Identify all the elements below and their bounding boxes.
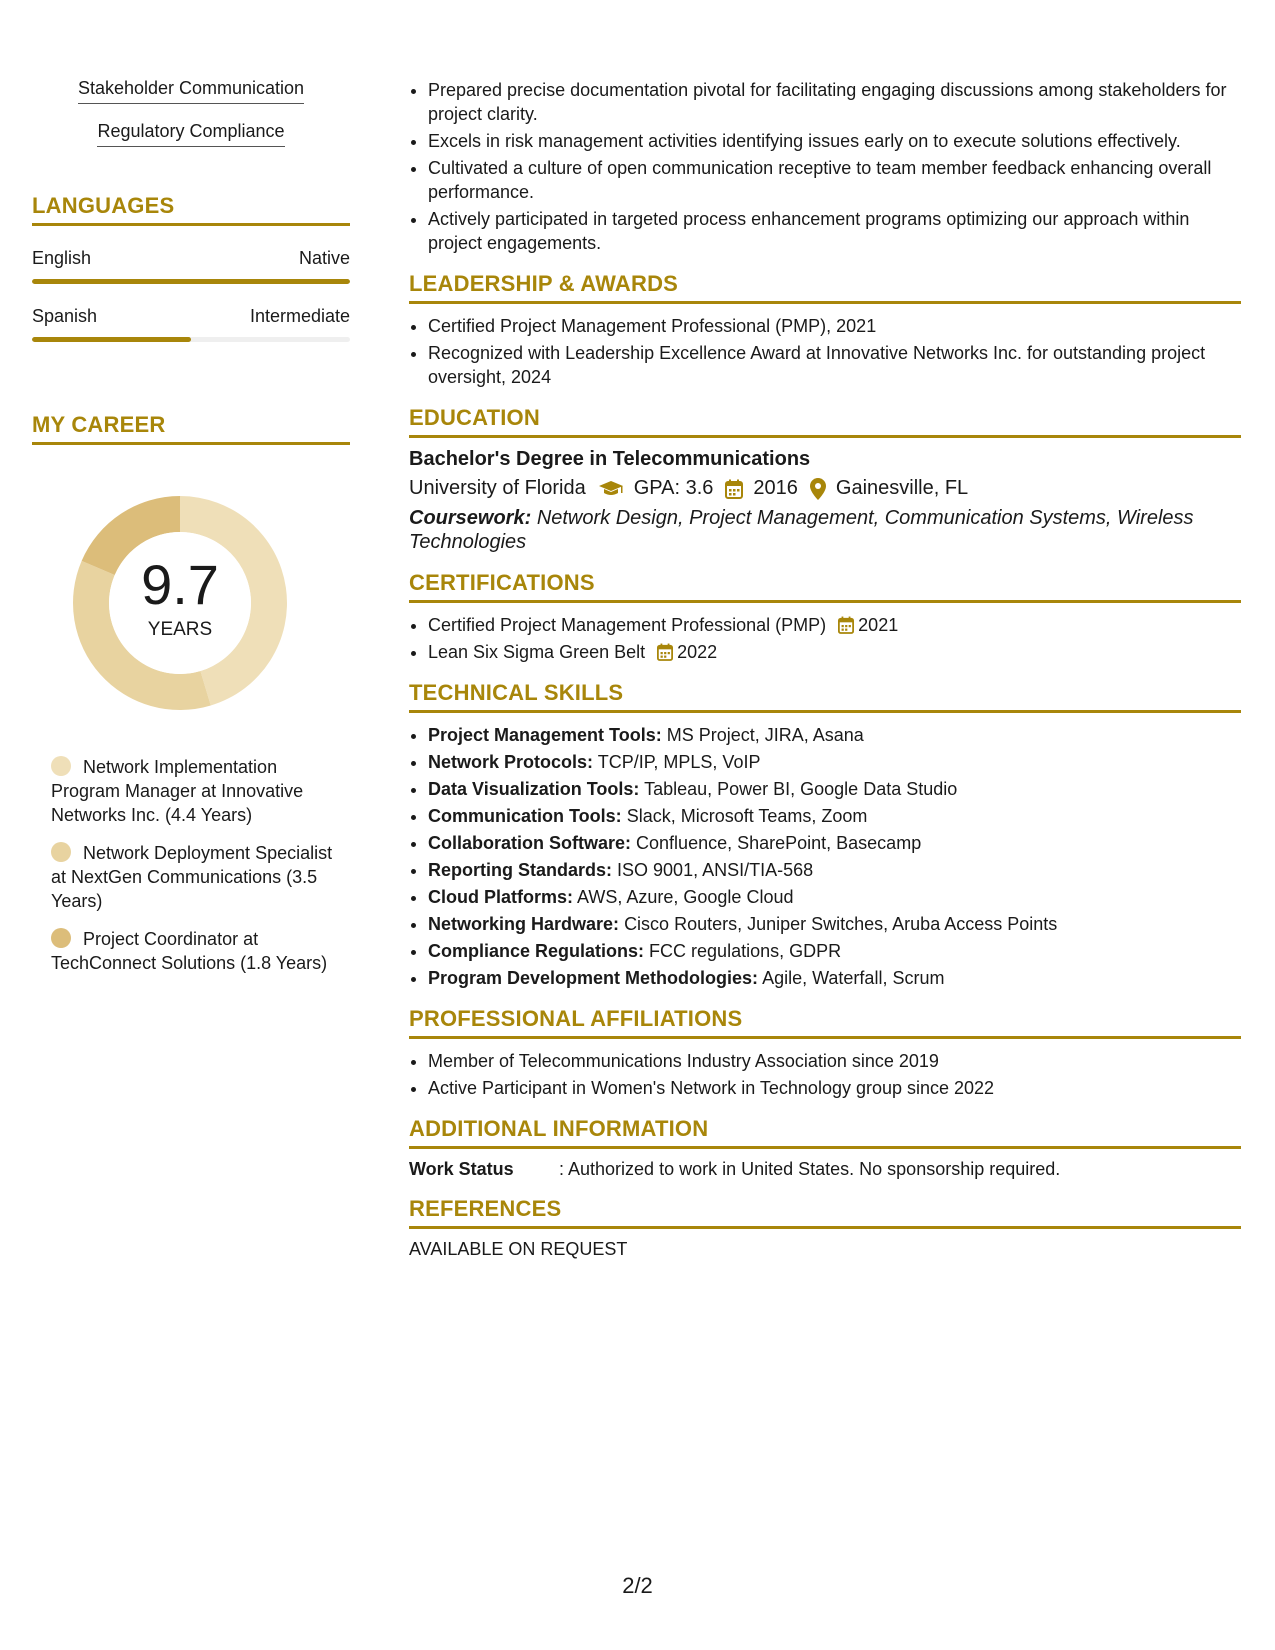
location-pin-icon [810, 478, 826, 500]
graduation-cap-icon [598, 479, 624, 499]
list-item: • Excels in risk management activities identifying issues early on to execute solutions effectively. [428, 129, 1241, 153]
references-heading: REFERENCES [409, 1196, 1241, 1229]
affiliations-heading: PROFESSIONAL AFFILIATIONS [409, 1006, 1241, 1039]
certifications-list [409, 613, 1241, 664]
list-item: • Lean Six Sigma Green Belt 2022 [428, 640, 1241, 664]
list-item: • Networking Hardware: Cisco Routers, Juniper Switches, Aruba Access Points [428, 912, 1241, 936]
list-item: • Communication Tools: Slack, Microsoft Teams, Zoom [428, 804, 1241, 828]
language-level: Intermediate [249, 306, 350, 326]
language-name: Spanish [32, 306, 98, 326]
education-heading: EDUCATION [409, 405, 1241, 438]
experience-bullets [409, 78, 1241, 255]
legend-swatch [51, 928, 71, 948]
career-legend-item: Project Coordinator at TechConnect Solutions (1.8 Years) [51, 929, 328, 973]
list-item: • Reporting Standards: ISO 9001, ANSI/TIA-568 [428, 858, 1241, 882]
references-text: AVAILABLE ON REQUEST [409, 1239, 628, 1259]
legend-swatch [51, 842, 71, 862]
list-item: • Project Management Tools: MS Project, JIRA, Asana [428, 723, 1241, 747]
education-location: Gainesville, FL [835, 477, 969, 499]
career-heading: MY CAREER [32, 412, 350, 445]
technical-skills-list [409, 723, 1241, 990]
legend-swatch [51, 756, 71, 776]
affiliations-list [409, 1049, 1241, 1100]
language-level-bar [32, 279, 350, 284]
technical-skills-heading: TECHNICAL SKILLS [409, 680, 1241, 713]
certifications-heading: CERTIFICATIONS [409, 570, 1241, 603]
list-item: • Member of Telecommunications Industry Association since 2019 [428, 1049, 1241, 1073]
right-column [409, 78, 1241, 1260]
skill-tag: Stakeholder Communication [32, 78, 350, 104]
education-meta [409, 477, 1241, 500]
calendar-icon [725, 479, 743, 499]
career-total-unit: YEARS [147, 619, 213, 640]
language-level-fill [32, 279, 350, 284]
education-school: University of Florida [409, 477, 586, 499]
list-item: • Cloud Platforms: AWS, Azure, Google Cloud [428, 885, 1241, 909]
language-name: English [32, 248, 92, 268]
list-item: • Recognized with Leadership Excellence Award at Innovative Networks Inc. for outstanding project oversight, 2024 [428, 341, 1241, 389]
page-number: 2/2 [622, 1573, 653, 1598]
list-item: • Certified Project Management Professional (PMP) 2021 [428, 613, 1241, 637]
calendar-icon [838, 616, 854, 634]
education-degree: Bachelor's Degree in Telecommunications [409, 448, 811, 470]
left-column [32, 78, 350, 989]
career-donut-chart [66, 489, 294, 717]
skill-tag: Regulatory Compliance [32, 121, 350, 147]
language-level: Native [298, 248, 350, 268]
list-item: • Network Protocols: TCP/IP, MPLS, VoIP [428, 750, 1241, 774]
language-english [32, 248, 350, 284]
list-item: • Cultivated a culture of open communication receptive to team member feedback enhancing overall performance. [428, 156, 1241, 204]
work-status-label: Work Status [409, 1159, 514, 1179]
language-level-bar [32, 337, 350, 342]
career-total-years: 9.7 [141, 553, 219, 616]
language-level-fill [32, 337, 191, 342]
coursework-label: Coursework: [409, 507, 532, 529]
list-item: • Active Participant in Women's Network in Technology group since 2022 [428, 1076, 1241, 1100]
leadership-list [409, 314, 1241, 389]
work-status-row [409, 1159, 1241, 1180]
list-item: • Certified Project Management Professional (PMP), 2021 [428, 314, 1241, 338]
coursework-list: Network Design, Project Management, Communication Systems, Wireless Technologies [409, 507, 1194, 553]
list-item: • Data Visualization Tools: Tableau, Power BI, Google Data Studio [428, 777, 1241, 801]
list-item: • Compliance Regulations: FCC regulations, GDPR [428, 939, 1241, 963]
career-legend-item: Network Deployment Specialist at NextGen Communications (3.5 Years) [51, 843, 333, 911]
calendar-icon [657, 643, 673, 661]
education-gpa: GPA: 3.6 [633, 477, 714, 499]
list-item: • Prepared precise documentation pivotal for facilitating engaging discussions among stakeholders for project clarity. [428, 78, 1241, 126]
work-status-value: : Authorized to work in United States. No sponsorship required. [559, 1159, 1061, 1179]
career-legend-item: Network Implementation Program Manager at Innovative Networks Inc. (4.4 Years) [51, 757, 304, 825]
additional-info-heading: ADDITIONAL INFORMATION [409, 1116, 1241, 1149]
list-item: • Collaboration Software: Confluence, SharePoint, Basecamp [428, 831, 1241, 855]
languages-heading: LANGUAGES [32, 193, 350, 226]
education-year: 2016 [753, 477, 798, 499]
career-legend [51, 755, 350, 975]
list-item: • Actively participated in targeted process enhancement programs optimizing our approach within project engagements. [428, 207, 1241, 255]
list-item: • Program Development Methodologies: Agile, Waterfall, Scrum [428, 966, 1241, 990]
education-coursework [409, 506, 1241, 554]
language-spanish [32, 306, 350, 342]
leadership-heading: LEADERSHIP & AWARDS [409, 271, 1241, 304]
